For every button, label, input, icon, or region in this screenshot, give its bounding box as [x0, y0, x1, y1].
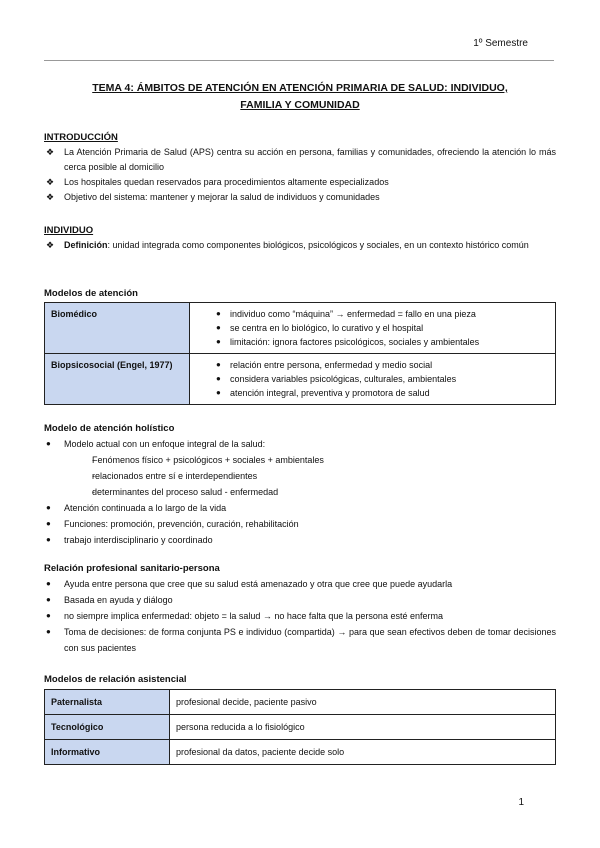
table-cell-label: Paternalista — [45, 690, 170, 715]
individuo-heading: INDIVIDUO — [44, 225, 94, 236]
relacion-heading: Relación profesional sanitario-persona — [44, 563, 220, 574]
holistico-item: ● Funciones: promoción, prevención, curación, rehabilitación — [44, 516, 556, 532]
table-cell-label: Informativo — [45, 740, 170, 765]
table-cell-label: Biomédico — [45, 303, 190, 354]
intro-item: ❖ Los hospitales quedan reservados para procedimientos altamente especializados — [44, 175, 556, 190]
relacion-item: ● Toma de decisiones: de forma conjunta PS e individuo (compartida) → para que sean efectivos deben de tomar decisiones con sus pacientes — [44, 624, 556, 656]
list-item: ● se centra en lo biológico, lo curativo y el hospital — [214, 321, 549, 335]
title-line-1: TEMA 4: ÁMBITOS DE ATENCIÓN EN ATENCIÓN PRIMARIA DE SALUD: INDIVIDUO, — [92, 82, 508, 94]
holistico-subitem: - Fenómenos físico + psicológicos + sociales + ambientales — [44, 452, 556, 468]
table-cell-label: Biopsicosocial (Engel, 1977) — [45, 354, 190, 405]
holistico-heading: Modelo de atención holístico — [44, 423, 175, 434]
list-item: ● individuo como “máquina” → enfermedad = fallo en una pieza — [214, 307, 549, 321]
table-cell-content: profesional decide, paciente pasivo — [170, 690, 556, 715]
relacion-item: ● Ayuda entre persona que cree que su salud está amenazado y otra que cree que puede ayudarla — [44, 576, 556, 592]
list-item: ● considera variables psicológicas, culturales, ambientales — [214, 372, 549, 386]
relacion-item: ● no siempre implica enfermedad: objeto = la salud → no hace falta que la persona esté enferma — [44, 608, 556, 624]
table-cell-label: Tecnológico — [45, 715, 170, 740]
list-item: ● relación entre persona, enfermedad y medio social — [214, 358, 549, 372]
relacion-item: ● Basada en ayuda y diálogo — [44, 592, 556, 608]
page-title — [44, 80, 556, 114]
table-row — [45, 303, 556, 354]
definition-text: : unidad integrada como componentes biológicos, psicológicos y sociales, en un contexto histórico común — [107, 240, 529, 250]
header-divider — [44, 60, 554, 61]
table-cell-content — [190, 354, 556, 405]
asistencial-table — [44, 689, 556, 765]
modelos-atencion-table — [44, 302, 556, 405]
intro-heading: INTRODUCCIÓN — [44, 132, 118, 143]
table-row — [45, 354, 556, 405]
list-item: ● atención integral, preventiva y promotora de salud — [214, 386, 549, 400]
table-row — [45, 690, 556, 715]
holistico-item: ● Atención continuada a lo largo de la vida — [44, 500, 556, 516]
page-number: 1 — [518, 797, 524, 808]
holistico-subitem: - determinantes del proceso salud - enfermedad — [44, 484, 556, 500]
asistencial-heading: Modelos de relación asistencial — [44, 674, 187, 685]
holistico-item: ● Modelo actual con un enfoque integral de la salud: — [44, 436, 556, 452]
intro-item: ❖ La Atención Primaria de Salud (APS) centra su acción en persona, familias y comunidades, ofreciendo la atención lo más cerca posible al domicilio — [44, 145, 556, 175]
table-cell-content: profesional da datos, paciente decide solo — [170, 740, 556, 765]
definition-label: Definición — [64, 240, 108, 250]
table-row — [45, 715, 556, 740]
relacion-section — [44, 561, 556, 656]
holistico-item: ● trabajo interdisciplinario y coordinado — [44, 532, 556, 548]
individuo-section — [44, 223, 556, 253]
intro-item: ❖ Objetivo del sistema: mantener y mejorar la salud de individuos y comunidades — [44, 190, 556, 205]
semester-label: 1º Semestre — [473, 38, 528, 49]
list-item: ● limitación: ignora factores psicológicos, sociales y ambientales — [214, 335, 549, 349]
table-cell-content — [190, 303, 556, 354]
holistico-section — [44, 421, 556, 548]
modelos-atencion-heading: Modelos de atención — [44, 288, 138, 299]
individuo-definition — [44, 238, 556, 253]
modelos-atencion-section — [44, 286, 556, 405]
table-row — [45, 740, 556, 765]
title-line-2: FAMILIA Y COMUNIDAD — [240, 99, 360, 111]
intro-section — [44, 130, 556, 205]
holistico-subitem: - relacionados entre sí e interdependientes — [44, 468, 556, 484]
asistencial-section — [44, 672, 556, 765]
table-cell-content: persona reducida a lo fisiológico — [170, 715, 556, 740]
